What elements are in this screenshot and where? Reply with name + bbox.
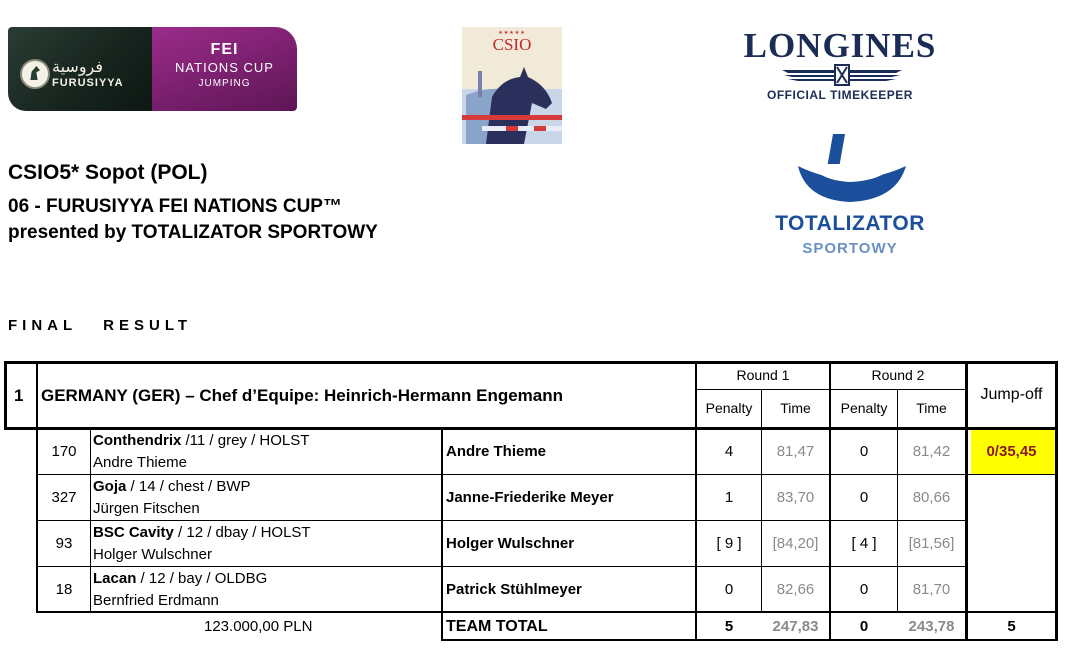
- total-r1-time: 247,83: [772, 618, 819, 635]
- totalizator-text: TOTALIZATOR: [775, 212, 925, 235]
- horse-name: Lacan: [93, 570, 137, 587]
- r2-penalty: 0: [859, 581, 869, 598]
- horse-details: / 12 / bay / OLDBG: [136, 570, 268, 587]
- rider-number: 18: [55, 581, 73, 598]
- prize-money: 123.000,00 PLN: [204, 618, 313, 635]
- section-heading: [8, 317, 192, 334]
- r2-time: 81,70: [912, 581, 951, 598]
- rider-number: 93: [55, 535, 73, 552]
- r2-penalty: 0: [859, 443, 869, 460]
- jumping-text: JUMPING: [198, 78, 251, 89]
- total-r1-penalty: 5: [724, 618, 734, 635]
- section-heading-word-1: FINAL: [8, 317, 78, 334]
- jumpoff-result: 0/35,45: [986, 443, 1037, 460]
- team-total-label: TEAM TOTAL: [446, 618, 548, 635]
- horse-owner: Bernfried Erdmann: [93, 592, 219, 609]
- furusiyya-latin-text: FURUSIYYA: [52, 77, 124, 89]
- furusiyya-logo: [8, 27, 152, 111]
- r2-time: 81,42: [912, 443, 951, 460]
- competition-title: 06 - FURUSIYYA FEI NATIONS CUP™: [8, 196, 342, 217]
- longines-wordmark: LONGINES: [743, 26, 937, 65]
- horse-details: / 14 / chest / BWP: [126, 478, 251, 495]
- horse-info: [93, 433, 309, 448]
- team-rank: 1: [14, 386, 24, 405]
- horse-info: [93, 479, 251, 494]
- fei-nations-cup-logo: [152, 27, 297, 111]
- total-jumpoff: 5: [1007, 618, 1016, 635]
- csio-sopot-logo: [462, 27, 562, 144]
- total-r2-time: 243,78: [908, 618, 955, 635]
- r1-time: 81,47: [776, 443, 815, 460]
- longines-subtitle: OFFICIAL TIMEKEEPER: [767, 88, 913, 102]
- horse-name: Goja: [93, 478, 127, 495]
- round1-header: Round 1: [736, 367, 790, 383]
- r1-time: [84,20]: [772, 535, 819, 552]
- r2-penalty: 0: [859, 489, 869, 506]
- horse-owner: Jürgen Fitschen: [93, 500, 200, 517]
- rider-name: Patrick Stühlmeyer: [446, 581, 582, 598]
- nations-cup-text: NATIONS CUP: [175, 60, 274, 75]
- csio-stars: ★★★★★: [498, 30, 526, 36]
- jumpoff-header: Jump-off: [980, 386, 1043, 403]
- r2-penalty-header: Penalty: [840, 400, 888, 416]
- longines-logo: [716, 26, 964, 106]
- winged-hourglass-icon: [780, 64, 904, 86]
- event-title: CSIO5* Sopot (POL): [8, 161, 208, 184]
- sportowy-text: SPORTOWY: [802, 240, 898, 257]
- totalizator-logo: [760, 134, 940, 260]
- r1-penalty-header: Penalty: [705, 400, 753, 416]
- rider-name: Janne-Friederike Meyer: [446, 489, 614, 506]
- round2-header: Round 2: [871, 367, 925, 383]
- r1-penalty: [ 9 ]: [716, 535, 742, 552]
- horse-name: BSC Cavity: [93, 524, 174, 541]
- horse-info: [93, 525, 311, 540]
- horse-emblem-icon: [20, 59, 50, 89]
- r2-penalty: [ 4 ]: [851, 535, 877, 552]
- horse-details: /11 / grey / HOLST: [181, 432, 310, 449]
- r1-time: 83,70: [776, 489, 815, 506]
- fei-text: FEI: [210, 41, 239, 58]
- horse-info: [93, 571, 267, 586]
- furusiyya-arabic-text: فروسية: [52, 57, 104, 76]
- r1-penalty: 4: [724, 443, 734, 460]
- r1-penalty: 1: [724, 489, 734, 506]
- sponsor-line: presented by TOTALIZATOR SPORTOWY: [8, 222, 378, 243]
- total-r2-penalty: 0: [859, 618, 869, 635]
- team-title: GERMANY (GER) – Chef d’Equipe: Heinrich-Hermann Engemann: [41, 386, 564, 405]
- horse-head-icon: [462, 27, 562, 144]
- horse-owner: Holger Wulschner: [93, 546, 212, 563]
- rider-number: 170: [51, 443, 77, 460]
- horse-owner: Andre Thieme: [93, 454, 187, 471]
- section-heading-word-2: RESULT: [103, 317, 193, 334]
- horse-name: Conthendrix: [93, 432, 182, 449]
- rider-name: Holger Wulschner: [446, 535, 575, 552]
- totalizator-mark-icon: [760, 134, 940, 210]
- r1-time-header: Time: [780, 400, 811, 416]
- rider-number: 327: [51, 489, 77, 506]
- horse-details: / 12 / dbay / HOLST: [173, 524, 311, 541]
- r1-time: 82,66: [776, 581, 815, 598]
- csio-logo-text: CSIO: [492, 35, 532, 54]
- r1-penalty: 0: [724, 581, 734, 598]
- r2-time: 80,66: [912, 489, 951, 506]
- r2-time-header: Time: [916, 400, 947, 416]
- r2-time: [81,56]: [908, 535, 955, 552]
- rider-name: Andre Thieme: [446, 443, 547, 460]
